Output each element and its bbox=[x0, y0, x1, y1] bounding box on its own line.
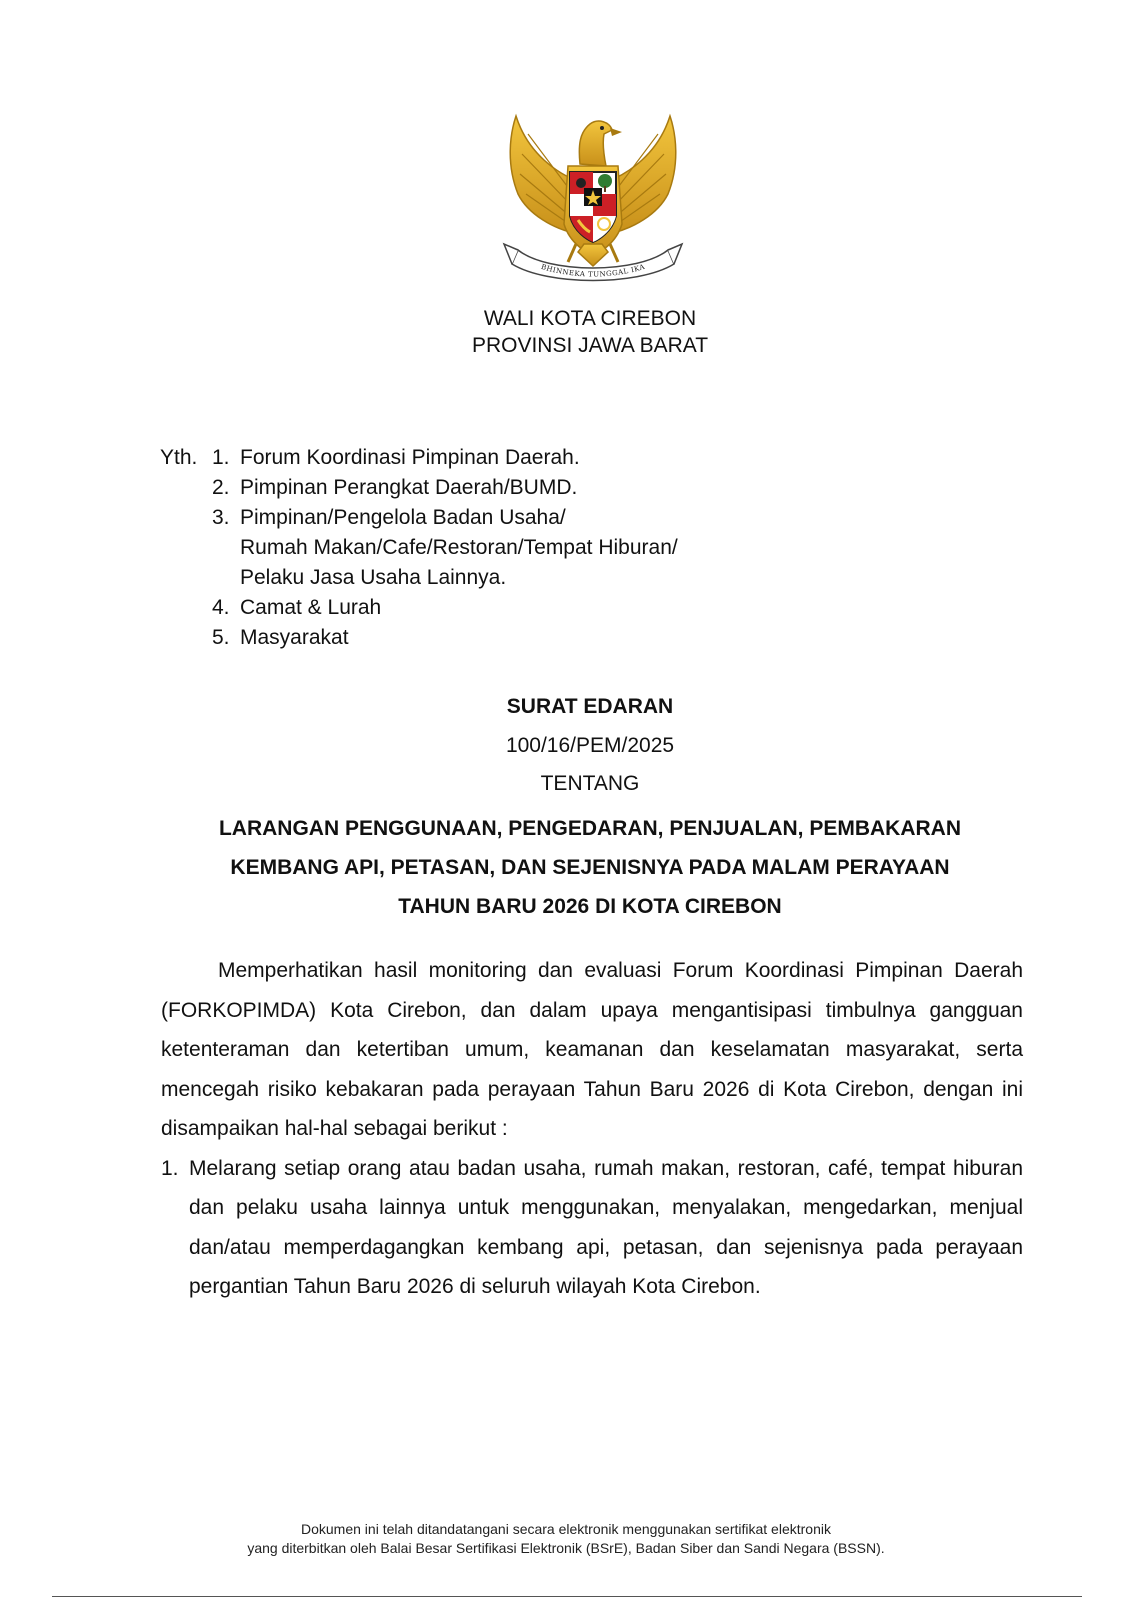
footer-line: yang diterbitkan oleh Balai Besar Sertifikasi Elektronik (BSrE), Badan Siber dan Sandi Negara (BSSN). bbox=[247, 1540, 885, 1556]
recipient-text: Pimpinan Perangkat Daerah/BUMD. bbox=[240, 476, 578, 499]
garuda-pancasila-emblem bbox=[498, 104, 688, 286]
recipient-item bbox=[212, 503, 678, 593]
recipient-number: 4. bbox=[212, 596, 230, 619]
recipient-text: Forum Koordinasi Pimpinan Daerah. bbox=[240, 446, 580, 469]
subject-line: LARANGAN PENGGUNAAN, PENGEDARAN, PENJUALAN, PEMBAKARAN bbox=[218, 817, 962, 840]
recipient-number: 2. bbox=[212, 476, 230, 499]
recipient-number: 1. bbox=[212, 446, 230, 469]
document-subject bbox=[0, 809, 1132, 926]
recipient-item bbox=[212, 593, 678, 623]
footer-divider bbox=[52, 1596, 1082, 1597]
subject-line: KEMBANG API, PETASAN, DAN SEJENISNYA PADA MALAM PERAYAAN bbox=[230, 856, 950, 879]
recipient-text: Camat & Lurah bbox=[240, 596, 382, 619]
subject-line: TAHUN BARU 2026 DI KOTA CIREBON bbox=[398, 895, 782, 918]
point-number: 1. bbox=[161, 1156, 179, 1180]
recipient-list bbox=[212, 443, 678, 653]
point-text: Melarang setiap orang atau badan usaha, rumah makan, restoran, café, tempat hiburan dan pelaku usaha lainnya untuk menggunakan, menyalakan, mengedarkan, menjual dan/atau memperdagangkan kembang api, petasan, dan sejenisnya pada perayaan pergantian Tahun Baru 2026 di seluruh wilayah Kota Cirebon. bbox=[189, 1156, 1023, 1298]
recipient-number: 5. bbox=[212, 626, 230, 649]
recipient-item bbox=[212, 623, 678, 653]
list-item bbox=[161, 1149, 1023, 1307]
header-office: WALI KOTA CIREBON bbox=[483, 307, 697, 330]
footer-line: Dokumen ini telah ditandatangani secara elektronik menggunakan sertifikat elektronik bbox=[301, 1521, 831, 1537]
recipient-block bbox=[160, 443, 678, 653]
document-type: SURAT EDARAN bbox=[506, 695, 674, 718]
document-number: 100/16/PEM/2025 bbox=[505, 734, 675, 757]
emblem-motto: BHINNEKA TUNGGAL IKA bbox=[539, 262, 647, 279]
recipient-text: Pelaku Jasa Usaha Lainnya. bbox=[240, 566, 507, 589]
letter-body bbox=[161, 951, 1023, 1307]
document-about: TENTANG bbox=[540, 772, 640, 795]
header-province: PROVINSI JAWA BARAT bbox=[471, 334, 709, 357]
letter-header bbox=[0, 305, 1132, 359]
recipient-text: Masyarakat bbox=[240, 626, 349, 649]
recipient-text: Pimpinan/Pengelola Badan Usaha/ bbox=[240, 506, 566, 529]
e-signature-notice bbox=[0, 1520, 1132, 1558]
recipient-text: Rumah Makan/Cafe/Restoran/Tempat Hiburan/ bbox=[240, 536, 678, 559]
recipient-item bbox=[212, 443, 678, 473]
salutation: Yth. bbox=[160, 446, 198, 469]
recipient-item bbox=[212, 473, 678, 503]
recipient-number: 3. bbox=[212, 506, 230, 529]
intro-paragraph: Memperhatikan hasil monitoring dan evaluasi Forum Koordinasi Pimpinan Daerah (FORKOPIMDA) Kota Cirebon, dan dalam upaya mengantisipasi timbulnya gangguan ketenteraman dan ketertiban umum, keamanan dan keselamatan masyarakat, serta mencegah risiko kebakaran pada perayaan Tahun Baru 2026 di Kota Cirebon, dengan ini disampaikan hal-hal sebagai berikut : bbox=[161, 959, 1023, 1140]
